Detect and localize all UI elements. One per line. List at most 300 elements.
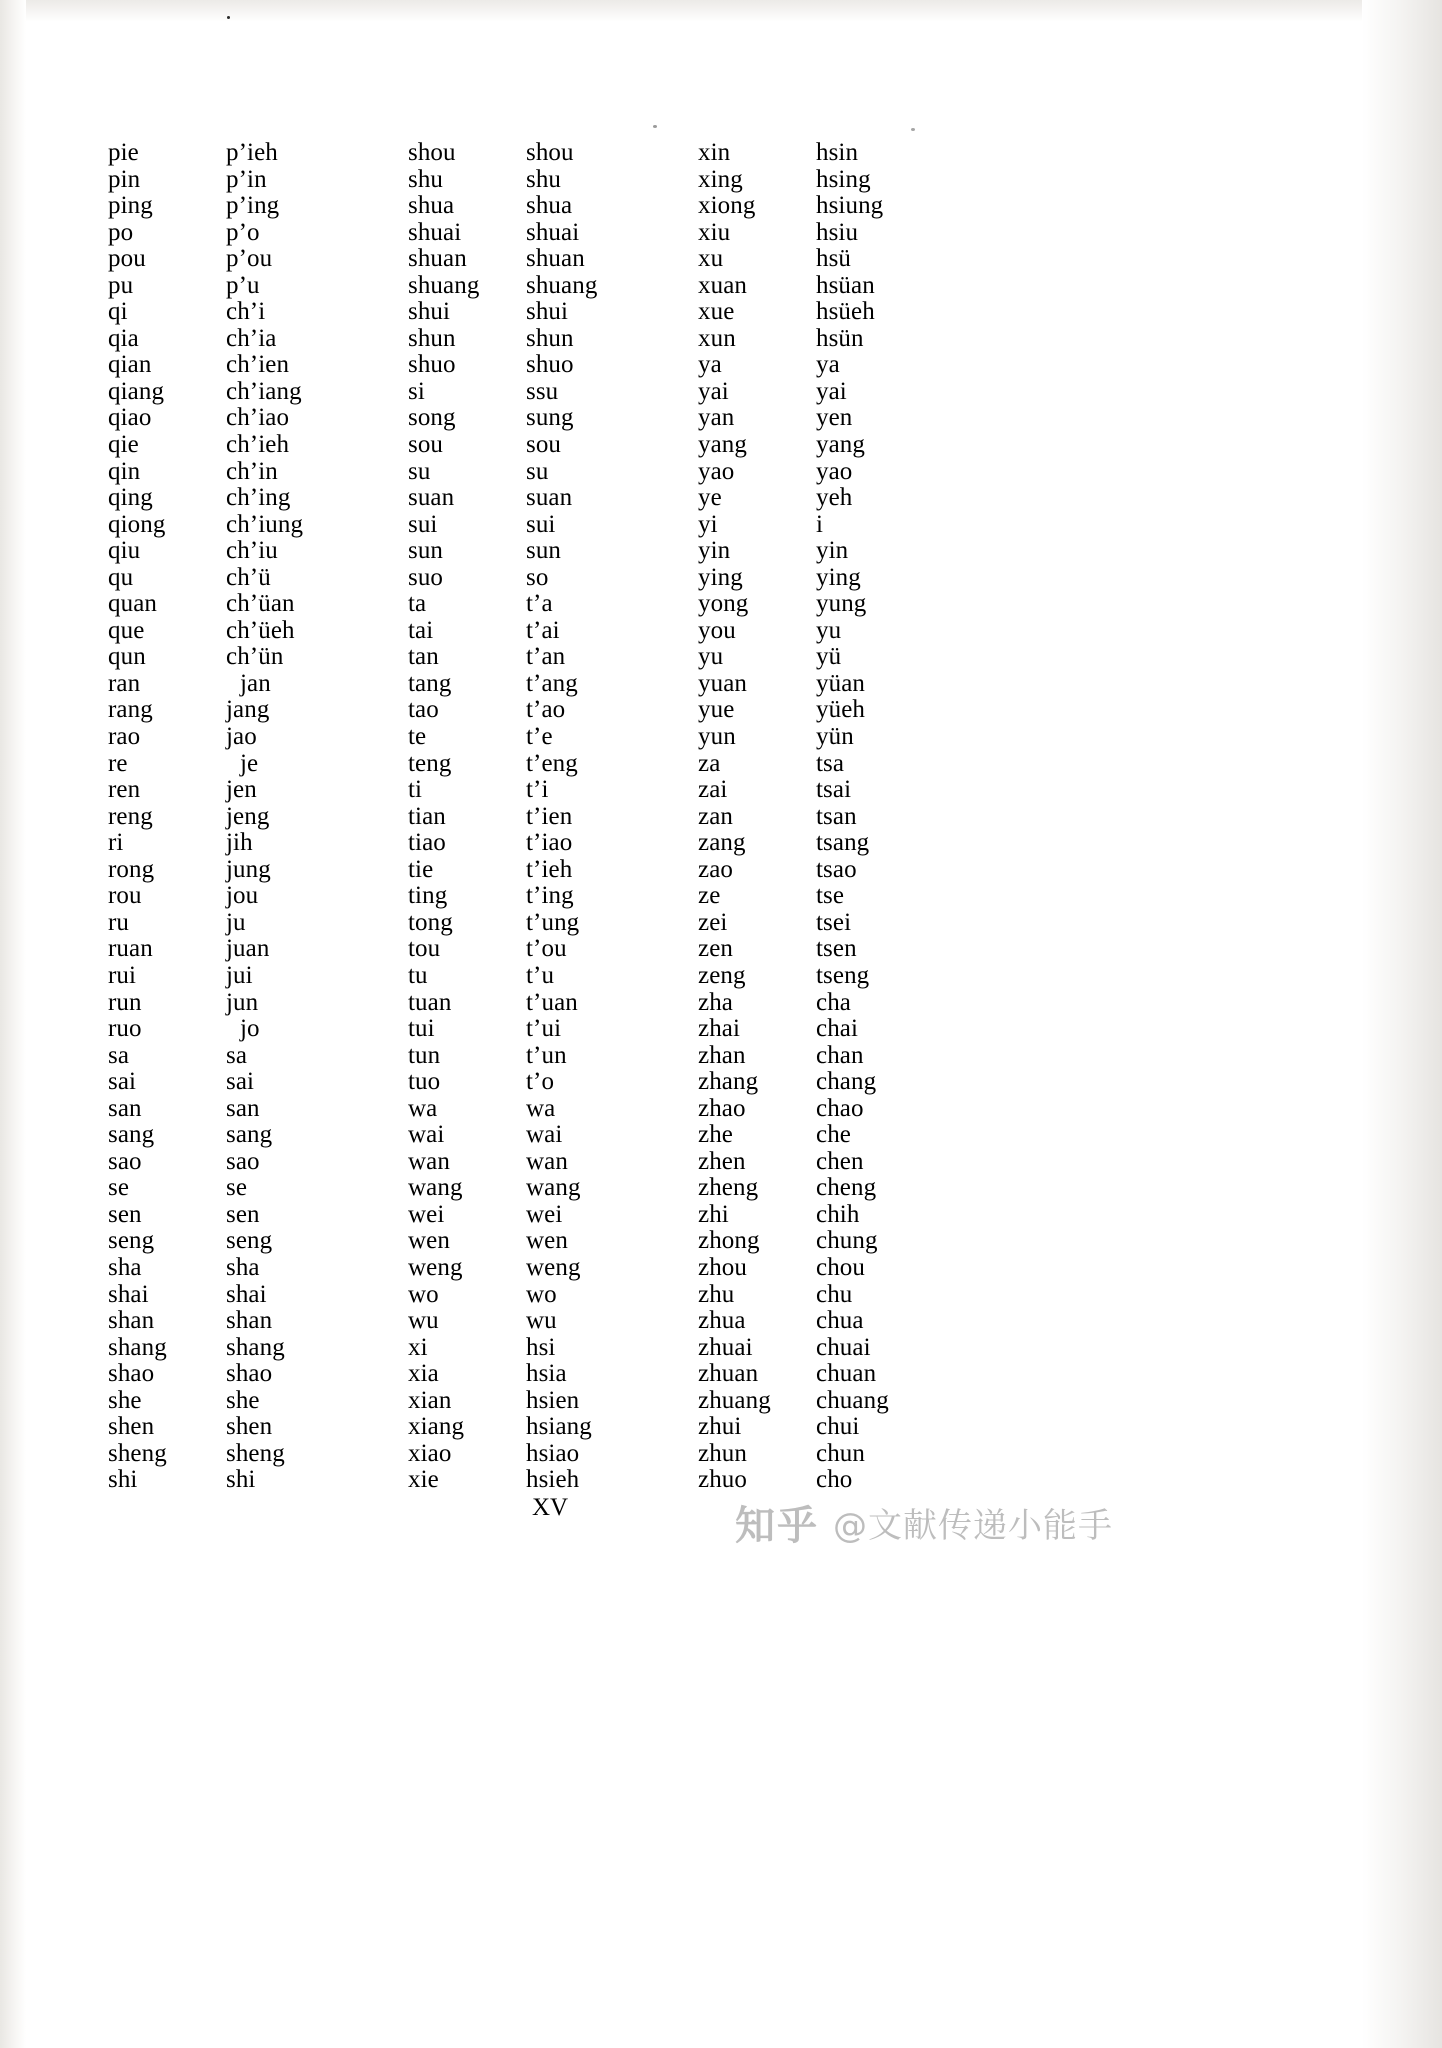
wade-giles-cell: tsei bbox=[816, 908, 852, 936]
pinyin-cell: xian bbox=[408, 1386, 452, 1414]
table-row bbox=[698, 246, 988, 273]
table-row bbox=[408, 1361, 698, 1388]
pinyin-cell: sha bbox=[108, 1253, 142, 1281]
table-row bbox=[698, 193, 988, 220]
wade-giles-cell: chai bbox=[816, 1015, 859, 1043]
wade-giles-cell: p’u bbox=[226, 271, 260, 299]
table-row bbox=[408, 485, 698, 512]
wade-giles-cell: sheng bbox=[226, 1439, 285, 1467]
table-row bbox=[698, 936, 988, 963]
wade-giles-cell: cho bbox=[816, 1466, 853, 1494]
table-row bbox=[698, 167, 988, 194]
pinyin-cell: tu bbox=[408, 961, 428, 989]
table-row bbox=[108, 167, 408, 194]
table-row bbox=[108, 1122, 408, 1149]
pinyin-cell: xiao bbox=[408, 1439, 452, 1467]
pinyin-cell: zhu bbox=[698, 1280, 735, 1308]
wade-giles-cell: hsia bbox=[526, 1360, 567, 1388]
table-row bbox=[408, 1096, 698, 1123]
table-row bbox=[108, 830, 408, 857]
wade-giles-cell: shai bbox=[226, 1280, 267, 1308]
wade-giles-cell: jan bbox=[240, 669, 271, 697]
wade-giles-cell: t’ui bbox=[526, 1015, 562, 1043]
pinyin-cell: suo bbox=[408, 563, 444, 591]
wade-giles-cell: shun bbox=[526, 324, 574, 352]
wade-giles-cell: hsiung bbox=[816, 192, 884, 220]
wade-giles-cell: yu bbox=[816, 616, 842, 644]
table-row bbox=[408, 1016, 698, 1043]
wade-giles-cell: chung bbox=[816, 1227, 878, 1255]
wade-giles-cell: shu bbox=[526, 165, 562, 193]
pinyin-cell: tong bbox=[408, 908, 453, 936]
table-row bbox=[108, 299, 408, 326]
pinyin-cell: qun bbox=[108, 643, 146, 671]
pinyin-cell: wen bbox=[408, 1227, 450, 1255]
table-row bbox=[408, 299, 698, 326]
pinyin-cell: zhui bbox=[698, 1413, 742, 1441]
table-row bbox=[108, 432, 408, 459]
table-row bbox=[408, 1255, 698, 1282]
wade-giles-cell: t’an bbox=[526, 643, 566, 671]
wade-giles-cell: hsin bbox=[816, 139, 859, 166]
pinyin-cell: ting bbox=[408, 882, 448, 910]
table-row bbox=[698, 1361, 988, 1388]
wade-giles-cell: wa bbox=[526, 1094, 556, 1122]
pinyin-cell: sui bbox=[408, 510, 438, 538]
table-row bbox=[698, 565, 988, 592]
pinyin-cell: xiang bbox=[408, 1413, 465, 1441]
wade-giles-cell: ch’i bbox=[226, 298, 266, 326]
pinyin-cell: tie bbox=[408, 855, 434, 883]
wade-giles-cell: t’un bbox=[526, 1041, 567, 1069]
wade-giles-cell: shou bbox=[526, 139, 574, 166]
pinyin-cell: zhuang bbox=[698, 1386, 771, 1414]
pinyin-cell: za bbox=[698, 749, 721, 777]
table-row bbox=[108, 220, 408, 247]
table-column-group-1 bbox=[108, 140, 408, 1494]
pinyin-cell: suan bbox=[408, 484, 455, 512]
pinyin-cell: tian bbox=[408, 802, 446, 830]
table-row bbox=[698, 963, 988, 990]
table-row bbox=[408, 246, 698, 273]
wade-giles-cell: wo bbox=[526, 1280, 557, 1308]
table-row bbox=[698, 1202, 988, 1229]
table-row bbox=[108, 990, 408, 1017]
table-row bbox=[408, 140, 698, 167]
wade-giles-cell: yen bbox=[816, 404, 853, 432]
wade-giles-cell: she bbox=[226, 1386, 260, 1414]
wade-giles-cell: tsang bbox=[816, 829, 870, 857]
pinyin-cell: ti bbox=[408, 776, 423, 804]
wade-giles-cell: shao bbox=[226, 1360, 273, 1388]
table-row bbox=[698, 1069, 988, 1096]
wade-giles-cell: t’ien bbox=[526, 802, 573, 830]
wade-giles-cell: juan bbox=[226, 935, 270, 963]
pinyin-cell: zhun bbox=[698, 1439, 747, 1467]
table-column-group-2 bbox=[408, 140, 698, 1494]
pinyin-cell: qia bbox=[108, 324, 139, 352]
pinyin-cell: que bbox=[108, 616, 145, 644]
pinyin-cell: qi bbox=[108, 298, 128, 326]
wade-giles-cell: sui bbox=[526, 510, 556, 538]
wade-giles-cell: p’ieh bbox=[226, 139, 278, 166]
pinyin-cell: zheng bbox=[698, 1174, 759, 1202]
pinyin-cell: zang bbox=[698, 829, 746, 857]
table-row bbox=[108, 804, 408, 831]
wade-giles-cell: ch’iao bbox=[226, 404, 290, 432]
wade-giles-cell: chao bbox=[816, 1094, 864, 1122]
table-row bbox=[408, 273, 698, 300]
table-row bbox=[698, 379, 988, 406]
wade-giles-cell: i bbox=[816, 510, 824, 538]
scan-speck bbox=[653, 125, 657, 128]
pinyin-cell: shi bbox=[108, 1466, 138, 1494]
wade-giles-cell: su bbox=[526, 457, 549, 485]
pinyin-cell: qiang bbox=[108, 377, 165, 405]
wade-giles-cell: shuo bbox=[526, 351, 574, 379]
wade-giles-cell: hsiang bbox=[526, 1413, 592, 1441]
wade-giles-cell: t’ing bbox=[526, 882, 574, 910]
wade-giles-cell: se bbox=[226, 1174, 248, 1202]
pinyin-cell: re bbox=[108, 749, 128, 777]
pinyin-cell: yuan bbox=[698, 669, 747, 697]
wade-giles-cell: yün bbox=[816, 723, 854, 751]
pinyin-cell: yao bbox=[698, 457, 735, 485]
wade-giles-cell: sung bbox=[526, 404, 574, 432]
pinyin-cell: tun bbox=[408, 1041, 441, 1069]
table-row bbox=[408, 1175, 698, 1202]
pinyin-cell: sheng bbox=[108, 1439, 167, 1467]
wade-giles-cell: yin bbox=[816, 537, 849, 565]
wade-giles-cell: shang bbox=[226, 1333, 285, 1361]
romanization-conversion-table bbox=[108, 140, 1108, 1494]
pinyin-cell: qie bbox=[108, 431, 139, 459]
wade-giles-cell: tsa bbox=[816, 749, 845, 777]
table-row bbox=[108, 459, 408, 486]
pinyin-cell: yai bbox=[698, 377, 729, 405]
table-row bbox=[408, 1043, 698, 1070]
table-row bbox=[108, 140, 408, 167]
wade-giles-cell: chih bbox=[816, 1200, 860, 1228]
pinyin-cell: sai bbox=[108, 1068, 137, 1096]
pinyin-cell: wai bbox=[408, 1121, 445, 1149]
table-row bbox=[698, 1228, 988, 1255]
wade-giles-cell: wu bbox=[526, 1307, 557, 1335]
table-row bbox=[108, 883, 408, 910]
table-row bbox=[408, 167, 698, 194]
table-row bbox=[408, 1149, 698, 1176]
pinyin-cell: rao bbox=[108, 723, 141, 751]
table-row bbox=[408, 697, 698, 724]
wade-giles-cell: hsüeh bbox=[816, 298, 875, 326]
pinyin-cell: ping bbox=[108, 192, 153, 220]
pinyin-cell: rui bbox=[108, 961, 137, 989]
table-row bbox=[698, 1255, 988, 1282]
pinyin-cell: si bbox=[408, 377, 425, 405]
wade-giles-cell: tsai bbox=[816, 776, 852, 804]
pinyin-cell: shu bbox=[408, 165, 444, 193]
table-row bbox=[408, 326, 698, 353]
pinyin-cell: sang bbox=[108, 1121, 155, 1149]
table-row bbox=[108, 1255, 408, 1282]
table-row bbox=[408, 671, 698, 698]
table-row bbox=[108, 193, 408, 220]
table-row bbox=[408, 724, 698, 751]
table-row bbox=[408, 910, 698, 937]
pinyin-cell: qiao bbox=[108, 404, 152, 432]
scan-edge-top-shadow bbox=[0, 0, 1442, 22]
wade-giles-cell: shan bbox=[226, 1307, 273, 1335]
wade-giles-cell: shua bbox=[526, 192, 573, 220]
pinyin-cell: xie bbox=[408, 1466, 439, 1494]
pinyin-cell: shuan bbox=[408, 245, 467, 273]
pinyin-cell: sun bbox=[408, 537, 444, 565]
table-row bbox=[108, 1096, 408, 1123]
wade-giles-cell: jun bbox=[226, 988, 259, 1016]
table-row bbox=[698, 910, 988, 937]
wade-giles-cell: t’o bbox=[526, 1068, 555, 1096]
pinyin-cell: ri bbox=[108, 829, 124, 857]
table-row bbox=[108, 565, 408, 592]
wade-giles-cell: t’uan bbox=[526, 988, 578, 1016]
pinyin-cell: zen bbox=[698, 935, 733, 963]
pinyin-cell: yong bbox=[698, 590, 749, 618]
wade-giles-cell: che bbox=[816, 1121, 851, 1149]
table-row bbox=[698, 459, 988, 486]
table-row bbox=[698, 352, 988, 379]
wade-giles-cell: ch’ü bbox=[226, 563, 271, 591]
table-row bbox=[108, 963, 408, 990]
wade-giles-cell: jung bbox=[226, 855, 271, 883]
pinyin-cell: shui bbox=[408, 298, 451, 326]
wade-giles-cell: chua bbox=[816, 1307, 864, 1335]
table-row bbox=[698, 591, 988, 618]
pinyin-cell: wan bbox=[408, 1147, 450, 1175]
table-row bbox=[698, 644, 988, 671]
wade-giles-cell: p’ou bbox=[226, 245, 273, 273]
wade-giles-cell: ch’ien bbox=[226, 351, 290, 379]
table-row bbox=[408, 459, 698, 486]
table-row bbox=[698, 724, 988, 751]
table-row bbox=[698, 830, 988, 857]
table-row bbox=[108, 777, 408, 804]
pinyin-cell: song bbox=[408, 404, 456, 432]
wade-giles-cell: chu bbox=[816, 1280, 853, 1308]
table-row bbox=[698, 1043, 988, 1070]
table-row bbox=[698, 1175, 988, 1202]
wade-giles-cell: hsün bbox=[816, 324, 864, 352]
pinyin-cell: shao bbox=[108, 1360, 155, 1388]
wade-giles-cell: jih bbox=[226, 829, 253, 857]
wade-giles-cell: hsien bbox=[526, 1386, 580, 1414]
pinyin-cell: shun bbox=[408, 324, 456, 352]
table-row bbox=[698, 1096, 988, 1123]
wade-giles-cell: chen bbox=[816, 1147, 864, 1175]
wade-giles-cell: wen bbox=[526, 1227, 568, 1255]
wade-giles-cell: sou bbox=[526, 431, 562, 459]
table-row bbox=[698, 618, 988, 645]
table-row bbox=[108, 910, 408, 937]
table-row bbox=[698, 299, 988, 326]
wade-giles-cell: t’ao bbox=[526, 696, 566, 724]
wade-giles-cell: chuai bbox=[816, 1333, 871, 1361]
table-row bbox=[108, 1308, 408, 1335]
scan-edge-right-shadow bbox=[1362, 0, 1442, 2048]
pinyin-cell: zhang bbox=[698, 1068, 759, 1096]
table-row bbox=[108, 857, 408, 884]
pinyin-cell: tai bbox=[408, 616, 434, 644]
table-row bbox=[108, 485, 408, 512]
wade-giles-cell: chan bbox=[816, 1041, 864, 1069]
wade-giles-cell: shuang bbox=[526, 271, 598, 299]
wade-giles-cell: t’ang bbox=[526, 669, 578, 697]
pinyin-cell: wo bbox=[408, 1280, 439, 1308]
pinyin-cell: yu bbox=[698, 643, 724, 671]
pinyin-cell: rong bbox=[108, 855, 155, 883]
table-row bbox=[108, 1228, 408, 1255]
wade-giles-cell: wan bbox=[526, 1147, 568, 1175]
wade-giles-cell: jen bbox=[226, 776, 257, 804]
wade-giles-cell: hsüan bbox=[816, 271, 875, 299]
zhihu-logo-icon: 知乎 bbox=[735, 1503, 819, 1549]
table-row bbox=[108, 751, 408, 778]
table-row bbox=[108, 1441, 408, 1468]
wade-giles-cell: tseng bbox=[816, 961, 870, 989]
table-row bbox=[408, 379, 698, 406]
pinyin-cell: wei bbox=[408, 1200, 445, 1228]
table-row bbox=[698, 857, 988, 884]
wade-giles-cell: t’ung bbox=[526, 908, 580, 936]
pinyin-cell: tuan bbox=[408, 988, 452, 1016]
pinyin-cell: sou bbox=[408, 431, 444, 459]
table-row bbox=[698, 512, 988, 539]
pinyin-cell: zeng bbox=[698, 961, 746, 989]
table-row bbox=[108, 724, 408, 751]
wade-giles-cell: ch’üeh bbox=[226, 616, 295, 644]
pinyin-cell: xun bbox=[698, 324, 736, 352]
pinyin-cell: yin bbox=[698, 537, 731, 565]
table-row bbox=[108, 512, 408, 539]
wade-giles-cell: ya bbox=[816, 351, 840, 379]
table-row bbox=[108, 1043, 408, 1070]
table-row bbox=[698, 1308, 988, 1335]
table-row bbox=[108, 273, 408, 300]
pinyin-cell: ze bbox=[698, 882, 721, 910]
pinyin-cell: reng bbox=[108, 802, 153, 830]
table-row bbox=[698, 697, 988, 724]
pinyin-cell: shuo bbox=[408, 351, 456, 379]
wade-giles-cell: cheng bbox=[816, 1174, 877, 1202]
wade-giles-cell: ch’iu bbox=[226, 537, 278, 565]
pinyin-cell: shou bbox=[408, 139, 456, 166]
table-row bbox=[408, 804, 698, 831]
wade-giles-cell: sun bbox=[526, 537, 562, 565]
pinyin-cell: se bbox=[108, 1174, 130, 1202]
pinyin-cell: ren bbox=[108, 776, 141, 804]
wade-giles-cell: ch’ün bbox=[226, 643, 284, 671]
table-row bbox=[698, 432, 988, 459]
pinyin-cell: zhua bbox=[698, 1307, 746, 1335]
pinyin-cell: shai bbox=[108, 1280, 149, 1308]
pinyin-cell: pin bbox=[108, 165, 141, 193]
wade-giles-cell: t’ou bbox=[526, 935, 567, 963]
pinyin-cell: you bbox=[698, 616, 736, 644]
table-row bbox=[698, 140, 988, 167]
wade-giles-cell: ju bbox=[226, 908, 246, 936]
pinyin-cell: teng bbox=[408, 749, 452, 777]
table-row bbox=[108, 1069, 408, 1096]
wade-giles-cell: san bbox=[226, 1094, 260, 1122]
table-row bbox=[108, 671, 408, 698]
table-row bbox=[108, 1361, 408, 1388]
wade-giles-cell: shuan bbox=[526, 245, 585, 273]
table-row bbox=[108, 352, 408, 379]
table-row bbox=[698, 804, 988, 831]
pinyin-cell: tan bbox=[408, 643, 439, 671]
pinyin-cell: xing bbox=[698, 165, 743, 193]
wade-giles-cell: ch’ia bbox=[226, 324, 277, 352]
table-row bbox=[408, 1069, 698, 1096]
table-row bbox=[698, 777, 988, 804]
pinyin-cell: shan bbox=[108, 1307, 155, 1335]
table-row bbox=[108, 1202, 408, 1229]
wade-giles-cell: p’ing bbox=[226, 192, 280, 220]
table-row bbox=[408, 1282, 698, 1309]
table-row bbox=[698, 1282, 988, 1309]
table-row bbox=[698, 1149, 988, 1176]
pinyin-cell: xuan bbox=[698, 271, 747, 299]
table-row bbox=[408, 432, 698, 459]
pinyin-cell: yue bbox=[698, 696, 735, 724]
pinyin-cell: wa bbox=[408, 1094, 438, 1122]
table-row bbox=[408, 618, 698, 645]
wade-giles-cell: jeng bbox=[226, 802, 270, 830]
page-number: XV bbox=[531, 1494, 569, 1521]
pinyin-cell: shuang bbox=[408, 271, 480, 299]
wade-giles-cell: jao bbox=[226, 723, 257, 751]
wade-giles-cell: wai bbox=[526, 1121, 563, 1149]
wade-giles-cell: t’u bbox=[526, 961, 555, 989]
pinyin-cell: seng bbox=[108, 1227, 155, 1255]
table-row bbox=[408, 538, 698, 565]
table-row bbox=[698, 990, 988, 1017]
wade-giles-cell: chuang bbox=[816, 1386, 889, 1414]
pinyin-cell: xia bbox=[408, 1360, 439, 1388]
pinyin-cell: run bbox=[108, 988, 142, 1016]
wade-giles-cell: sen bbox=[226, 1200, 260, 1228]
pinyin-cell: shang bbox=[108, 1333, 167, 1361]
wade-giles-cell: tsen bbox=[816, 935, 857, 963]
table-row bbox=[108, 1414, 408, 1441]
scan-speck bbox=[227, 16, 230, 19]
pinyin-cell: po bbox=[108, 218, 134, 246]
table-row bbox=[108, 618, 408, 645]
wade-giles-cell: hsieh bbox=[526, 1466, 580, 1494]
pinyin-cell: zei bbox=[698, 908, 728, 936]
pinyin-cell: tuo bbox=[408, 1068, 441, 1096]
wade-giles-cell: yai bbox=[816, 377, 847, 405]
table-row bbox=[408, 1388, 698, 1415]
wade-giles-cell: wei bbox=[526, 1200, 563, 1228]
table-row bbox=[108, 644, 408, 671]
table-row bbox=[408, 1467, 698, 1494]
wade-giles-cell: so bbox=[526, 563, 549, 591]
wade-giles-cell: ch’ing bbox=[226, 484, 291, 512]
table-row bbox=[108, 1149, 408, 1176]
table-row bbox=[108, 1467, 408, 1494]
pinyin-cell: weng bbox=[408, 1253, 463, 1281]
pinyin-cell: xiu bbox=[698, 218, 731, 246]
